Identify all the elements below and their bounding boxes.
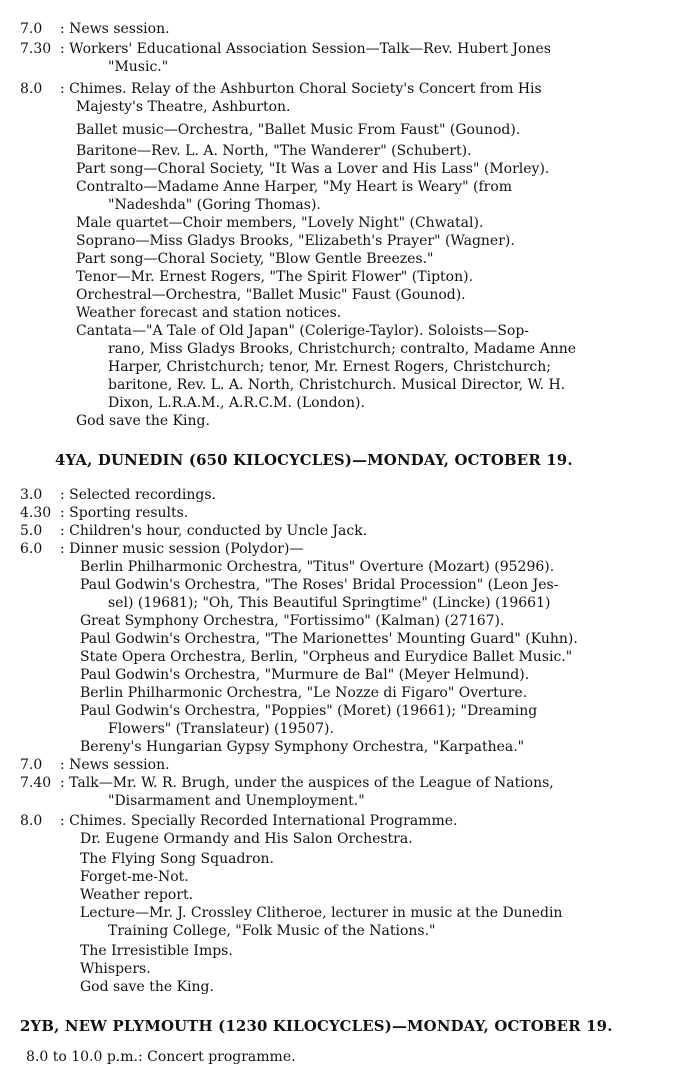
station-heading-2yb: 2YB, NEW PLYMOUTH (1230 KILOCYCLES)—MONDAY, OCTOBER 19.: [20, 1017, 613, 1035]
item-text: baritone, Rev. L. A. North, Christchurch. Musical Director, W. H.: [108, 377, 566, 393]
program-item: [0, 232, 700, 250]
evening-item: [0, 904, 700, 922]
item-text: Baritone—Rev. L. A. North, "The Wanderer" (Schubert).: [76, 143, 472, 159]
item-text: Contralto—Madame Anne Harper, "My Heart is Weary" (from: [76, 179, 513, 195]
program-item: [0, 394, 700, 412]
evening-item: [0, 868, 700, 886]
item-text: Orchestral—Orchestra, "Ballet Music" Faust (Gounod).: [76, 287, 466, 303]
time-label: 8.0: [20, 813, 43, 829]
time-label: 7.40: [20, 775, 52, 791]
dinner-item: [0, 558, 700, 576]
item-text: God save the King.: [80, 979, 214, 995]
program-item: [0, 322, 700, 340]
line-text: "Music.": [108, 59, 169, 75]
line-text: : Sporting results.: [60, 505, 189, 521]
schedule-line: [0, 504, 700, 522]
item-text: Whispers.: [80, 961, 151, 977]
schedule-line: [0, 80, 700, 98]
item-text: Forget-me-Not.: [80, 869, 189, 885]
schedule-line: [0, 20, 700, 38]
item-text: Part song—Choral Society, "Blow Gentle Breezes.": [76, 251, 434, 267]
line-text: : Chimes. Relay of the Ashburton Choral Society's Concert from His: [60, 81, 542, 97]
item-text: Dixon, L.R.A.M., A.R.C.M. (London).: [108, 395, 365, 411]
evening-item: [0, 850, 700, 868]
dinner-item: [0, 576, 700, 594]
line-text: : Chimes. Specially Recorded International Programme.: [60, 813, 458, 829]
schedule-line: [0, 792, 700, 810]
station-heading-4ya: 4YA, DUNEDIN (650 KILOCYCLES)—MONDAY, OCTOBER 19.: [55, 451, 573, 469]
item-text: Cantata—"A Tale of Old Japan" (Colerige-Taylor). Soloists—Sop-: [76, 323, 530, 339]
item-text: Soprano—Miss Gladys Brooks, "Elizabeth's Prayer" (Wagner).: [76, 233, 515, 249]
dinner-item: [0, 648, 700, 666]
line-text: "Disarmament and Unemployment.": [108, 793, 365, 809]
line-text: : Workers' Educational Association Session—Talk—Rev. Hubert Jones: [60, 41, 551, 57]
time-label: 4.30: [20, 505, 52, 521]
item-text: The Irresistible Imps.: [80, 943, 233, 959]
item-text: Paul Godwin's Orchestra, "Poppies" (Moret) (19661); "Dreaming: [80, 703, 538, 719]
program-item: [0, 340, 700, 358]
line-text: : Talk—Mr. W. R. Brugh, under the auspices of the League of Nations,: [60, 775, 554, 791]
dinner-item: [0, 612, 700, 630]
dinner-item: [0, 720, 700, 738]
program-item: [0, 268, 700, 286]
item-text: God save the King.: [76, 413, 210, 429]
item-text: The Flying Song Squadron.: [80, 851, 275, 867]
program-item: [0, 412, 700, 430]
item-text: Harper, Christchurch; tenor, Mr. Ernest Rogers, Christchurch;: [108, 359, 551, 375]
schedule-line: [0, 812, 700, 830]
program-item: [0, 142, 700, 160]
program-item: [0, 304, 700, 322]
item-text: Weather forecast and station notices.: [76, 305, 342, 321]
schedule-line: [0, 756, 700, 774]
time-label: 3.0: [20, 487, 43, 503]
program-item: [0, 214, 700, 232]
line-text: : News session.: [60, 21, 170, 37]
schedule-line: [0, 774, 700, 792]
time-label: 7.30: [20, 41, 52, 57]
item-text: Flowers" (Translateur) (19507).: [108, 721, 334, 737]
item-text: Paul Godwin's Orchestra, "The Roses' Bridal Procession" (Leon Jes-: [80, 577, 559, 593]
schedule-line: [0, 486, 700, 504]
program-item: [0, 121, 700, 139]
item-text: Weather report.: [80, 887, 194, 903]
evening-item: [0, 886, 700, 904]
time-label: 8.0: [20, 81, 43, 97]
item-text: rano, Miss Gladys Brooks, Christchurch; contralto, Madame Anne: [108, 341, 577, 357]
line-text: : Dinner music session (Polydor)—: [60, 541, 304, 557]
item-text: Lecture—Mr. J. Crossley Clitheroe, lecturer in music at the Dunedin: [80, 905, 563, 921]
program-item: [0, 250, 700, 268]
dinner-item: [0, 702, 700, 720]
time-label: 7.0: [20, 757, 43, 773]
schedule-line: [0, 98, 700, 116]
program-item: [0, 196, 700, 214]
evening-item: [0, 960, 700, 978]
line-text: : Children's hour, conducted by Uncle Jack.: [60, 523, 368, 539]
time-label: 6.0: [20, 541, 43, 557]
item-text: Tenor—Mr. Ernest Rogers, "The Spirit Flower" (Tipton).: [76, 269, 474, 285]
dinner-item: [0, 594, 700, 612]
item-text: Paul Godwin's Orchestra, "Murmure de Bal" (Meyer Helmund).: [80, 667, 530, 683]
item-text: Paul Godwin's Orchestra, "The Marionettes' Mounting Guard" (Kuhn).: [80, 631, 578, 647]
item-text: Berlin Philharmonic Orchestra, "Titus" Overture (Mozart) (95296).: [80, 559, 555, 575]
item-text: Great Symphony Orchestra, "Fortissimo" (Kalman) (27167).: [80, 613, 505, 629]
item-text: State Opera Orchestra, Berlin, "Orpheus and Eurydice Ballet Music.": [80, 649, 573, 665]
dinner-item: [0, 630, 700, 648]
dinner-item: [0, 684, 700, 702]
schedule-line: [0, 1048, 700, 1066]
item-text: Ballet music—Orchestra, "Ballet Music From Faust" (Gounod).: [76, 122, 521, 138]
schedule-line: [0, 540, 700, 558]
program-item: [0, 376, 700, 394]
item-text: Training College, "Folk Music of the Nations.": [108, 923, 436, 939]
program-item: [0, 358, 700, 376]
time-label: 5.0: [20, 523, 43, 539]
item-text: "Nadeshda" (Goring Thomas).: [108, 197, 321, 213]
item-text: Male quartet—Choir members, "Lovely Night" (Chwatal).: [76, 215, 484, 231]
dinner-item: [0, 666, 700, 684]
item-text: Part song—Choral Society, "It Was a Lover and His Lass" (Morley).: [76, 161, 550, 177]
program-item: [0, 160, 700, 178]
item-text: Bereny's Hungarian Gypsy Symphony Orchestra, "Karpathea.": [80, 739, 525, 755]
evening-item: [0, 922, 700, 940]
schedule-line: [0, 58, 700, 76]
item-text: Dr. Eugene Ormandy and His Salon Orchestra.: [80, 831, 413, 847]
line-text: : Selected recordings.: [60, 487, 216, 503]
schedule-line: [0, 40, 700, 58]
program-item: [0, 178, 700, 196]
evening-item: [0, 942, 700, 960]
line-text: Majesty's Theatre, Ashburton.: [76, 99, 291, 115]
item-text: sel) (19681); "Oh, This Beautiful Springtime" (Lincke) (19661): [108, 595, 551, 611]
time-label: 7.0: [20, 21, 43, 37]
item-text: Berlin Philharmonic Orchestra, "Le Nozze di Figaro" Overture.: [80, 685, 528, 701]
line-text: 8.0 to 10.0 p.m.: Concert programme.: [26, 1049, 296, 1065]
evening-item: [0, 978, 700, 996]
program-item: [0, 286, 700, 304]
evening-item: [0, 830, 700, 848]
line-text: : News session.: [60, 757, 170, 773]
schedule-line: [0, 522, 700, 540]
dinner-item: [0, 738, 700, 756]
